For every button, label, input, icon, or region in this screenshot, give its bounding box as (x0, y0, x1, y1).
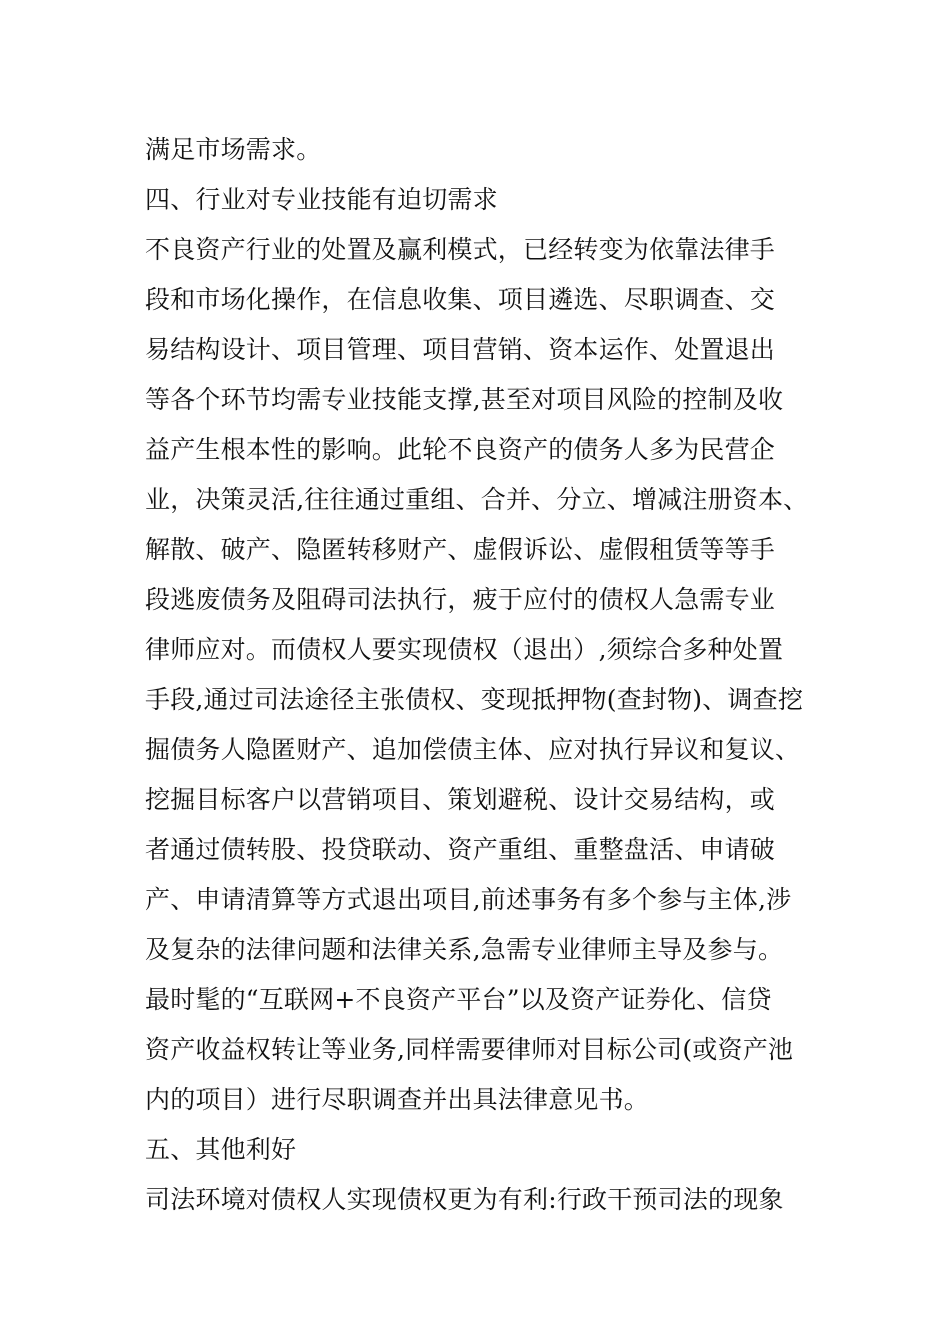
text-line-4: 段和市场化操作，在信息收集、项目遴选、尽职调查、交 (145, 285, 776, 314)
text-line-17: 及复杂的法律问题和法律关系,急需专业律师主导及参与。 (145, 935, 784, 964)
text-line-20: 内的项目）进行尽职调查并出具法律意见书。 (145, 1085, 650, 1114)
text-line-22: 司法环境对债权人实现债权更为有利:行政干预司法的现象 (145, 1185, 784, 1214)
text-line-1: 满足市场需求。 (145, 135, 322, 164)
text-line-13: 掘债务人隐匿财产、追加偿债主体、应对执行异议和复议、 (145, 735, 801, 764)
section-heading-5: 五、其他利好 (145, 1135, 297, 1164)
text-line-14: 挖掘目标客户以营销项目、策划避税、设计交易结构，或 (145, 785, 776, 814)
text-line-3: 不良资产行业的处置及赢利模式，已经转变为依靠法律手 (145, 235, 776, 264)
text-line-6: 等各个环节均需专业技能支撑,甚至对项目风险的控制及收 (145, 385, 784, 414)
text-line-11: 律师应对。而债权人要实现债权（退出）,须综合多种处置 (145, 635, 784, 664)
text-line-9: 解散、破产、隐匿转移财产、虚假诉讼、虚假租赁等等手 (145, 535, 776, 564)
text-line-12: 手段,通过司法途径主张债权、变现抵押物(查封物)、调查挖 (145, 685, 804, 714)
text-line-7: 益产生根本性的影响。此轮不良资产的债务人多为民营企 (145, 435, 776, 464)
text-line-8: 业，决策灵活,往往通过重组、合并、分立、增减注册资本、 (145, 485, 809, 514)
text-line-15: 者通过债转股、投贷联动、资产重组、重整盘活、申请破 (145, 835, 776, 864)
text-line-19: 资产收益权转让等业务,同样需要律师对目标公司(或资产池 (145, 1035, 794, 1064)
text-line-5: 易结构设计、项目管理、项目营销、资本运作、处置退出 (145, 335, 776, 364)
text-line-16: 产、申请清算等方式退出项目,前述事务有多个参与主体,涉 (145, 885, 792, 914)
section-heading-4: 四、行业对专业技能有迫切需求 (145, 185, 498, 214)
text-line-10: 段逃废债务及阻碍司法执行，疲于应付的债权人急需专业 (145, 585, 776, 614)
text-line-18: 最时髦的“互联网+不良资产平台”以及资产证券化、信贷 (145, 985, 772, 1014)
